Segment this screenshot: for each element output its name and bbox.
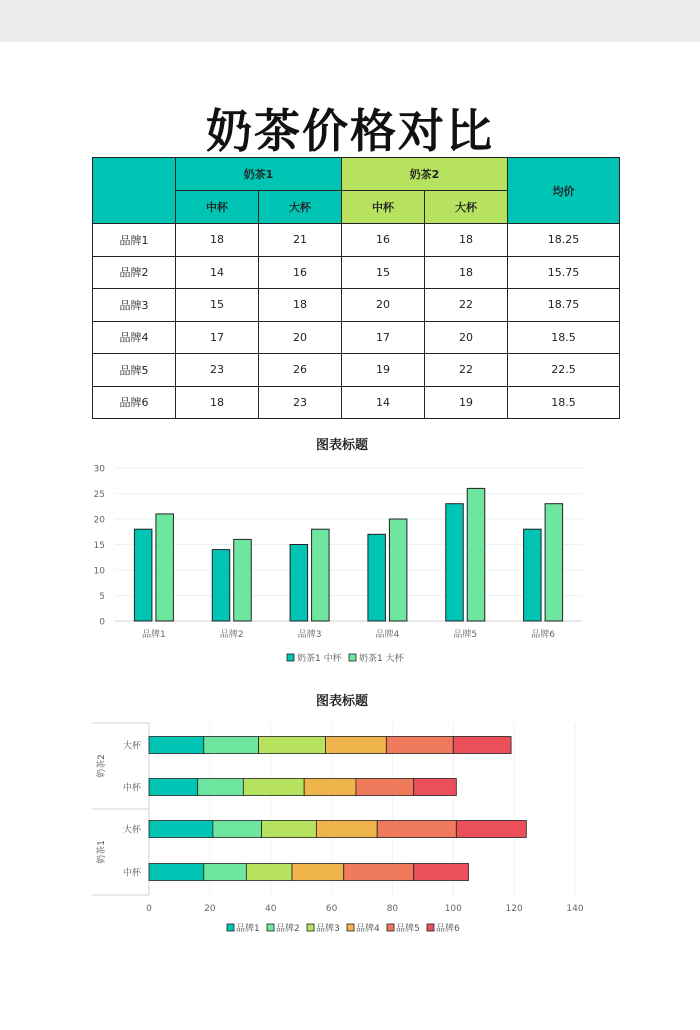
x-tick-label: 140 — [566, 904, 584, 914]
bar-segment — [325, 737, 386, 754]
bar-segment — [149, 821, 213, 838]
sub-header: 大杯 — [259, 191, 342, 224]
avg-cell: 22.5 — [508, 354, 620, 387]
table-row — [93, 354, 620, 387]
legend-label: 品牌4 — [356, 924, 380, 934]
group-header: 奶茶2 — [342, 158, 508, 191]
bar-segment — [262, 821, 317, 838]
chart-title: 图表标题 — [315, 438, 369, 453]
legend-swatch — [267, 924, 274, 931]
legend-label: 奶茶1 中杯 — [297, 654, 342, 664]
y-tick-label: 大杯 — [122, 741, 141, 752]
table-header-row — [93, 158, 620, 191]
value-cell: 23 — [259, 386, 342, 419]
y-tick-label: 30 — [93, 464, 105, 475]
x-tick-label: 品牌6 — [531, 630, 555, 640]
bar — [234, 539, 252, 621]
y-tick-label: 10 — [93, 566, 105, 577]
bar-segment — [414, 864, 469, 881]
avg-cell: 18.5 — [508, 386, 620, 419]
brand-cell: 品牌2 — [93, 256, 176, 289]
x-tick-label: 品牌2 — [219, 630, 244, 640]
group-label: 奶茶2 — [97, 754, 107, 778]
value-cell: 20 — [259, 321, 342, 354]
x-tick-label: 品牌4 — [375, 630, 400, 640]
value-cell: 18 — [259, 289, 342, 322]
brand-cell: 品牌1 — [93, 224, 176, 257]
bar-segment — [198, 779, 244, 796]
bar-segment — [149, 737, 204, 754]
group-label: 奶茶1 — [97, 840, 107, 864]
brand-cell: 品牌5 — [93, 354, 176, 387]
x-tick-label: 品牌1 — [142, 630, 166, 640]
sub-header: 中杯 — [342, 191, 425, 224]
bar-segment — [386, 737, 453, 754]
value-cell: 16 — [259, 256, 342, 289]
x-tick-label: 40 — [264, 904, 277, 914]
legend-swatch — [287, 654, 294, 661]
bar-segment — [414, 779, 457, 796]
bar-segment — [246, 864, 292, 881]
bar — [290, 545, 308, 622]
value-cell: 19 — [342, 354, 425, 387]
bar — [212, 550, 230, 621]
y-tick-label: 0 — [99, 617, 105, 628]
sub-header: 中杯 — [176, 191, 259, 224]
value-cell: 14 — [176, 256, 259, 289]
value-cell: 22 — [425, 289, 508, 322]
value-cell: 23 — [176, 354, 259, 387]
legend-label: 奶茶1 大杯 — [359, 654, 404, 664]
y-tick-label: 大杯 — [122, 825, 141, 836]
value-cell: 18 — [425, 256, 508, 289]
legend-swatch — [349, 654, 356, 661]
bar-segment — [316, 821, 377, 838]
legend-swatch — [227, 924, 234, 931]
value-cell: 18 — [425, 224, 508, 257]
chart-title: 图表标题 — [315, 694, 369, 709]
y-tick-label: 中杯 — [122, 783, 141, 794]
bar — [368, 534, 386, 621]
bar — [134, 529, 152, 621]
bar-segment — [304, 779, 356, 796]
value-cell: 18 — [176, 386, 259, 419]
bar-segment — [243, 779, 304, 796]
bar-segment — [292, 864, 344, 881]
legend-label: 品牌2 — [276, 924, 300, 934]
stacked-bar-chart — [0, 685, 700, 945]
bar-segment — [204, 737, 259, 754]
value-cell: 26 — [259, 354, 342, 387]
bar-segment — [377, 821, 456, 838]
bar — [312, 529, 330, 621]
bar — [467, 488, 485, 621]
value-cell: 17 — [176, 321, 259, 354]
bar — [545, 504, 563, 621]
y-tick-label: 20 — [93, 515, 105, 526]
bar-segment — [356, 779, 414, 796]
x-tick-label: 100 — [444, 904, 462, 914]
bar-segment — [213, 821, 262, 838]
sub-header: 大杯 — [425, 191, 508, 224]
bar — [446, 504, 464, 621]
x-tick-label: 0 — [146, 904, 152, 914]
bar-segment — [453, 737, 511, 754]
bar — [156, 514, 174, 621]
y-tick-label: 5 — [99, 592, 105, 602]
bar-segment — [149, 779, 198, 796]
table-row — [93, 321, 620, 354]
legend-label: 品牌5 — [396, 924, 420, 934]
x-tick-label: 品牌3 — [297, 630, 322, 640]
legend-swatch — [347, 924, 354, 931]
y-tick-label: 中杯 — [122, 868, 141, 879]
bar-segment — [259, 737, 326, 754]
x-tick-label: 80 — [386, 904, 399, 914]
group-header: 奶茶1 — [176, 158, 342, 191]
value-cell: 15 — [342, 256, 425, 289]
bar-segment — [204, 864, 247, 881]
bar — [524, 529, 542, 621]
bar — [389, 519, 407, 621]
value-cell: 21 — [259, 224, 342, 257]
avg-cell: 18.75 — [508, 289, 620, 322]
value-cell: 20 — [342, 289, 425, 322]
x-tick-label: 120 — [505, 904, 523, 914]
bar-segment — [456, 821, 526, 838]
value-cell: 15 — [176, 289, 259, 322]
corner-cell — [93, 158, 176, 224]
brand-cell: 品牌6 — [93, 386, 176, 419]
column-chart — [0, 430, 700, 680]
table-row — [93, 224, 620, 257]
bar-segment — [149, 864, 204, 881]
price-table — [92, 157, 620, 419]
value-cell: 19 — [425, 386, 508, 419]
value-cell: 20 — [425, 321, 508, 354]
avg-header: 均价 — [508, 158, 620, 224]
legend-label: 品牌6 — [436, 924, 460, 934]
legend-swatch — [387, 924, 394, 931]
legend-swatch — [427, 924, 434, 931]
page-title: 奶茶价格对比 — [206, 104, 494, 158]
y-tick-label: 25 — [93, 490, 105, 500]
top-band — [0, 0, 700, 42]
value-cell: 14 — [342, 386, 425, 419]
value-cell: 17 — [342, 321, 425, 354]
avg-cell: 18.5 — [508, 321, 620, 354]
avg-cell: 15.75 — [508, 256, 620, 289]
table-row — [93, 386, 620, 419]
table-row — [93, 256, 620, 289]
y-tick-label: 15 — [93, 541, 105, 551]
legend-label: 品牌1 — [236, 924, 260, 934]
value-cell: 18 — [176, 224, 259, 257]
bar-segment — [344, 864, 414, 881]
avg-cell: 18.25 — [508, 224, 620, 257]
x-tick-label: 20 — [204, 904, 216, 914]
x-tick-label: 60 — [325, 904, 338, 914]
legend-swatch — [307, 924, 314, 931]
legend-label: 品牌3 — [316, 924, 340, 934]
brand-cell: 品牌3 — [93, 289, 176, 322]
value-cell: 22 — [425, 354, 508, 387]
x-tick-label: 品牌5 — [453, 630, 478, 640]
value-cell: 16 — [342, 224, 425, 257]
table-row — [93, 289, 620, 322]
brand-cell: 品牌4 — [93, 321, 176, 354]
